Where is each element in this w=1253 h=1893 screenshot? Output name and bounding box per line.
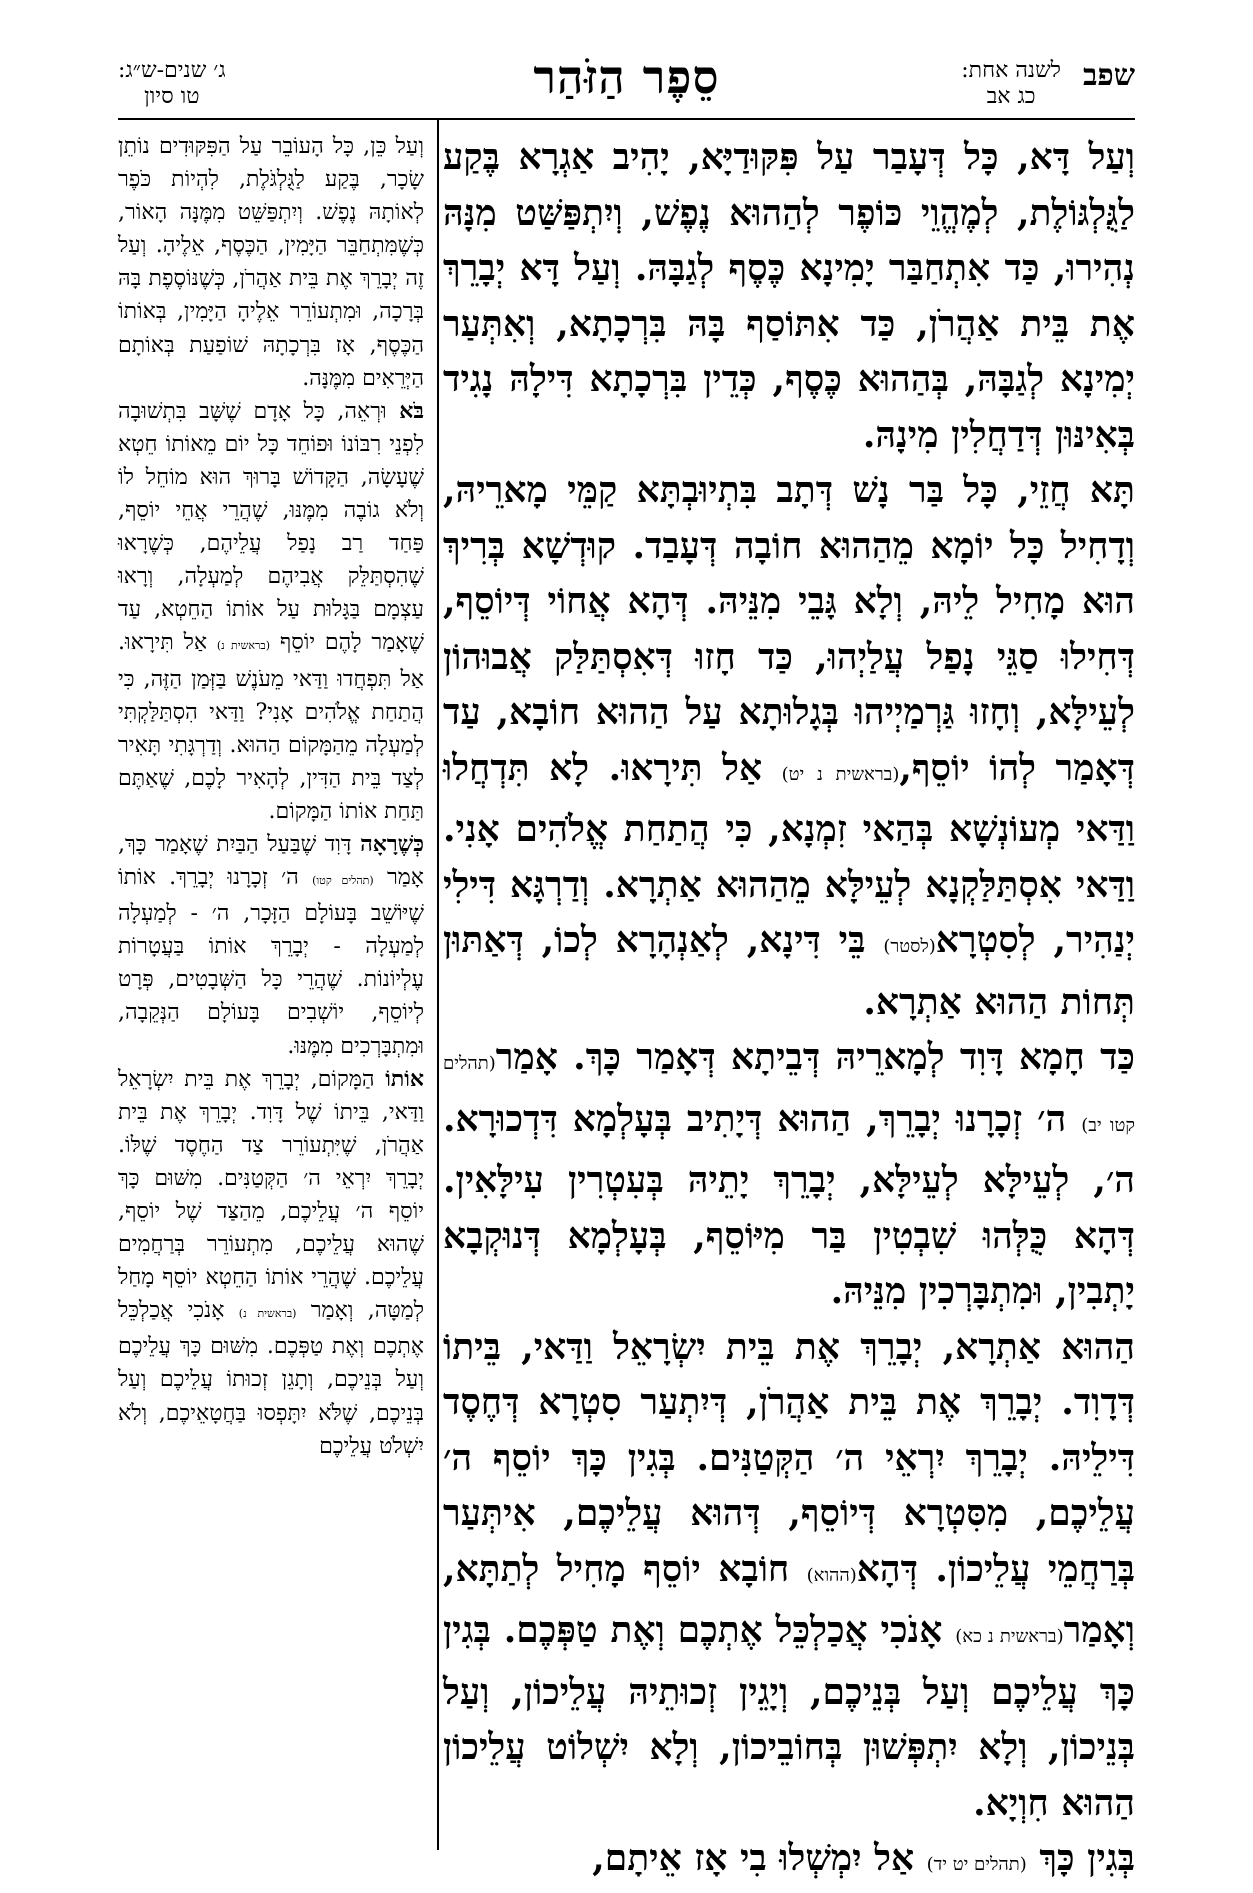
schedule-date-alt: טו סיון xyxy=(144,84,200,109)
header-rule xyxy=(118,118,1135,120)
schedule-date: כג אב xyxy=(986,84,1036,109)
source-reference: (תהלים יט יד) xyxy=(926,1854,1027,1875)
schedule-label: לשנה אחת: xyxy=(961,58,1061,83)
source-reference: (תהלים קטו יב) xyxy=(443,1053,1136,1136)
aramaic-paragraph xyxy=(443,1831,1135,1893)
text-run: בְּגִין כָּךְ xyxy=(1039,1837,1135,1879)
paragraph-lead-word: אוֹתוֹ xyxy=(385,1065,424,1092)
hebrew-column xyxy=(118,130,424,1850)
text-run: אַל תִּירָאוּ. אַל תִּפְחֲדוּ וַדַּאי מֵעֹנֶשׁ בַּזְּמַן הַזֶּה, כִּי הֲתַחַת אֱלֹהִים אָנִי? וַדַּאי הִסְתַּלַּקְתִּי לְמַעְלָה מֵהַמָּקוֹם הַהוּא. וְדַרְגָּתִי תָּאִיר לְצַד בֵּית הַדִּין, לְהָאִיר לָכֶם, שֶׁאַתֶּם תַּחַת אוֹתוֹ הַמָּקוֹם. xyxy=(118,630,424,824)
text-run: אָנֹכִי אֲכַלְכֵּל אֶתְכֶם וְאֶת טַפְּכֶם. מִשּׁוּם כָּךְ עֲלֵיכֶם וְעַל בְּנֵיכֶם, וְתָגֵן זְכוּתוֹ עֲלֵיכֶם וְעַל בְּנֵיכֶם, שֶׁלֹּא יִתָּפְסוּ בַּחֲטָאֵיכֶם, וְלֹא יִשְׁלֹט עֲלֵיכֶם xyxy=(118,1298,424,1459)
source-reference: (ההוא) xyxy=(806,1564,857,1586)
text-run: ה׳ זְכָרָנוּ יְבָרֵךְ. אוֹתוֹ שֶׁיּוֹשֵׁב בָּעוֹלָם הַזָּכָר, ה׳ - לְמַעְלָה לְמַעְלָה - יְבָרֵךְ אוֹתוֹ בַּעֲטָרוֹת עֶלְיוֹנוֹת. שֶׁהֲרֵי כָּל הַשְּׁבָטִים, פְּרָט לְיוֹסֵף, יוֹשְׁבִים בָּעוֹלָם הַנְּקֵבָה, וּמִתְבָּרְכִים מִמֶּנּוּ. xyxy=(118,865,424,1059)
text-run: הַמָּקוֹם, יְבָרֵךְ אֶת בֵּית יִשְׂרָאֵל וַדַּאי, בֵּיתוֹ שֶׁל דָּוִד. יְבָרֵךְ אֶת בֵּית אַהֲרֹן, שֶׁיִּתְעוֹרֵר צַד הַחֶסֶד שֶׁלּוֹ. יְבָרֵךְ יִרְאֵי ה׳ הַקְּטַנִּים. מִשּׁוּם כָּךְ יוֹסֵף ה׳ עֲלֵיכֶם, מֵהַצַּד שֶׁל יוֹסֵף, שֶׁהוּא עֲלֵיכֶם, מִתְעוֹרֵר בְּרַחֲמִים עֲלֵיכֶם. שֶׁהֲרֵי אוֹתוֹ הַחֵטְא יוֹסֵף מָחַל לְמַטָּה, וְאָמַר xyxy=(118,1066,424,1324)
aramaic-column xyxy=(443,130,1136,1879)
source-reference: (בראשית נ) xyxy=(238,1307,297,1321)
column-divider xyxy=(437,120,439,1850)
page-number: שפב xyxy=(1082,58,1135,93)
source-reference: (בראשית נ) xyxy=(216,639,271,653)
text-run: אַל תִּירָאוּ. לָא תִּדְחֲלוּ וַדַּאי מְעוֹנְשָׁא בְּהַאי זִמְנָא, כִּי הֲתַחַת אֱלֹהִים אָנִי. וַדַּאי אִסְתַּלַּקְנָא לְעֵילָּא מֵהַהוּא אַתְרָא. וְדַרְגָּא דִּילִי יְנַהִיר, לְסִטְרָא xyxy=(443,746,1136,961)
text-run: תָּא חֲזֵי, כָּל בַּר נָשׁ דְּתָב בִּתְיוּבְתָּא קַמֵּי מָארֵיהּ, וְדָחִיל כָּל יוֹמָא מֵהַהוּא חוֹבָה דְּעָבַד. קוּדְשָׁא בְּרִיךְ הוּא מָחִיל לֵיהּ, וְלָא גָּבֵי מִנֵּיהּ. דְּהָא אֲחוֹי דְּיוֹסֵף, דְּחִילוּ סַגֵּי נָפַל עֲלַיְהוּ, כַּד חָזוּ דְּאִסְתַּלַּק אֲבוּהוֹן לְעֵילָּא, וְחָזוּ גַּרְמַיְיהוּ בְּגָלוּתָא עַל הַהוּא חוֹבָא, עַד דְּאָמַר לְהוֹ יוֹסֵף, xyxy=(443,469,1135,789)
source-reference: (תהלים קטו) xyxy=(312,874,374,888)
aramaic-paragraph xyxy=(443,1030,1135,1320)
hebrew-paragraph xyxy=(118,1063,424,1463)
source-reference: (בראשית נ כא) xyxy=(955,1626,1064,1647)
book-title: סֵפֶר הַזֹּהַר xyxy=(533,50,720,104)
daily-schedule-three-years xyxy=(118,58,226,110)
page-header xyxy=(118,48,1135,120)
text-run: הַהוּא אַתְרָא, יְבָרֵךְ אֶת בֵּית יִשְׂרָאֵל וַדַּאי, בֵּיתוֹ דְּדָוִד. יְבָרֵךְ אֶת בֵּית אַהֲרֹן, דְּיִתְעַר סִטְרָא דְּחֶסֶד דִּילֵיהּ. יְבָרֵךְ יִרְאֵי ה׳ הַקְּטַנִּים. בְּגִין כָּךְ יוֹסֵף ה׳ עֲלֵיכֶם, מִסִּטְרָא דְּיוֹסֵף, דְּהוּא עֲלֵיכֶם, אִיתְּעַר בְּרַחֲמֵי עֲלֵיכוֹן. דְּהָא xyxy=(443,1325,1135,1590)
paragraph-lead-word: בֹּא xyxy=(399,397,424,424)
text-run: אַל יִמְשְׁלוּ בִי אָז אֵיתָם, xyxy=(592,1837,927,1879)
text-run: בֵּי דִּינָא, לְאַנְהָרָא לְכוֹ, דְּאַתּוּן תְּחוֹת הַהוּא אַתְרָא. xyxy=(443,919,1135,1023)
aramaic-paragraph xyxy=(443,463,1135,1030)
source-reference: (בראשית נ יט) xyxy=(781,763,900,785)
text-run: כַּד חָמָא דָּוִד לְמָארֵיהּ דְּבֵיתָא דְּאָמַר כָּךְ. אָמַר xyxy=(495,1036,1135,1078)
aramaic-paragraph: וְעַל דָּא, כָּל דְּעָבַר עַל פִּקּוּדַיָּא, יָהִיב אַגְרָא בֶּקַע לַגֻּלְגּוֹלֶת, לְמֶהֱוֵי כּוֹפֶר לְהַהוּא נֶפֶשׁ, וְיִתְפַּשַּׁט מִנָּהּ נְהִירוּ, כַּד אִתְחַבַּר יָמִינָא כֶּסֶף לְגַבָּהּ. וְעַל דָּא יְבָרֵךְ אֶת בֵּית אַהֲרֹן, כַּד אִתּוֹסַף בָּהּ בִּרְכָתָא, וְאִתְּעַר יְמִינָא לְגַבָּהּ, בְּהַהוּא כֶּסֶף, כְּדֵין בִּרְכָתָא דִּילָהּ נָגִיד בְּאִינּוּן דְּדַחֲלִין מִינָהּ. xyxy=(443,136,1135,456)
text-run: ה׳ זְכָרָנוּ יְבָרֵךְ, הַהוּא דְּיָתִיב בְּעָלְמָא דִּדְכוּרָא. ה׳, לְעֵילָּא לְעֵילָּא, יְבָרֵךְ יָתֵיהּ בְּעִטְרִין עִילָּאִין. דְּהָא כֻּלְּהוּ שִׁבְטִין בַּר מִיּוֹסֵף, בְּעָלְמָא דְּנוּקְבָא יָתְבִין, וּמִתְבָּרְכִין מִנֵּיהּ. xyxy=(443,1097,1135,1312)
schedule-label-alt: ג׳ שנים-ש״ג: xyxy=(118,58,226,83)
text-run: דָּוִד שֶׁבַּעַל הַבַּיִת שֶׁאָמַר כָּךְ, אָמַר xyxy=(118,831,424,891)
aramaic-paragraph xyxy=(443,1320,1135,1832)
paragraph-lead-word: כְּשֶׁרָאָה xyxy=(360,830,424,857)
hebrew-paragraph xyxy=(118,395,424,828)
source-reference: (לסטר) xyxy=(883,936,936,957)
hebrew-paragraph xyxy=(118,828,424,1063)
text-run: חוֹבָא יוֹסֵף מָחִיל לְתַתָּא, וְאָמַר xyxy=(443,1547,1135,1651)
hebrew-paragraph: וְעַל כֵּן, כָּל הָעוֹבֵר עַל הַפִּקּוּדִים נוֹתֵן שָׂכָר, בֶּקַע לַגֻּלְגֹּלֶת, לִהְיוֹת כֹּפֶר לְאוֹתָהּ נֶפֶשׁ. וְיִתְפַּשֵּׁט מִמֶּנָּה הָאוֹר, כְּשֶׁמִּתְחַבֵּר הַיָּמִין, הַכֶּסֶף, אֵלֶיהָ. וְעַל זֶה יְבָרֵךְ אֶת בֵּית אַהֲרֹן, כְּשֶׁנּוֹסֶפֶת בָּהּ בְּרָכָה, וּמִתְעוֹרֵר אֵלֶיהָ הַיָּמִין, בְּאוֹתוֹ הַכֶּסֶף, אָז בִּרְכָתָהּ שׁוֹפַעַת בְּאוֹתָם הַיְּרֵאִים מִמֶּנָּה. xyxy=(118,134,424,391)
text-run: אָנֹכִי אֲכַלְכֵּל אֶתְכֶם וְאֶת טַפְּכֶם. בְּגִין כָּךְ עֲלֵיכֶם וְעַל בְּנֵיכֶם, וְיָגֵין זְכוּתֵיהּ עֲלֵיכוֹן, וְעַל בְּנֵיכוֹן, וְלָא יִתְפְּשׁוּן בְּחוֹבֵיכוֹן, וְלָא יִשְׁלוֹט עֲלֵיכוֹן הַהוּא חִוְיָא. xyxy=(443,1609,1135,1824)
text-run: וּרְאֵה, כָּל אָדָם שֶׁשָּׁב בִּתְשׁוּבָה לִפְנֵי רִבּוֹנוֹ וּפוֹחֵד כָּל יוֹם מֵאוֹתוֹ חֵטְא שֶׁעָשָׂה, הַקָּדוֹשׁ בָּרוּךְ הוּא מוֹחֵל לוֹ וְלֹא גוֹבֶה מִמֶּנּוּ, שֶׁהֲרֵי אֲחֵי יוֹסֵף, פַּחַד רַב נָפַל עֲלֵיהֶם, כְּשֶׁרָאוּ שֶׁהִסְתַּלֵּק אֲבִיהֶם לְמַעְלָה, וְרָאוּ עַצְמָם בַּגָּלוּת עַל אוֹתוֹ הַחֵטְא, עַד שֶׁאָמַר לָהֶם יוֹסֵף xyxy=(118,398,425,656)
